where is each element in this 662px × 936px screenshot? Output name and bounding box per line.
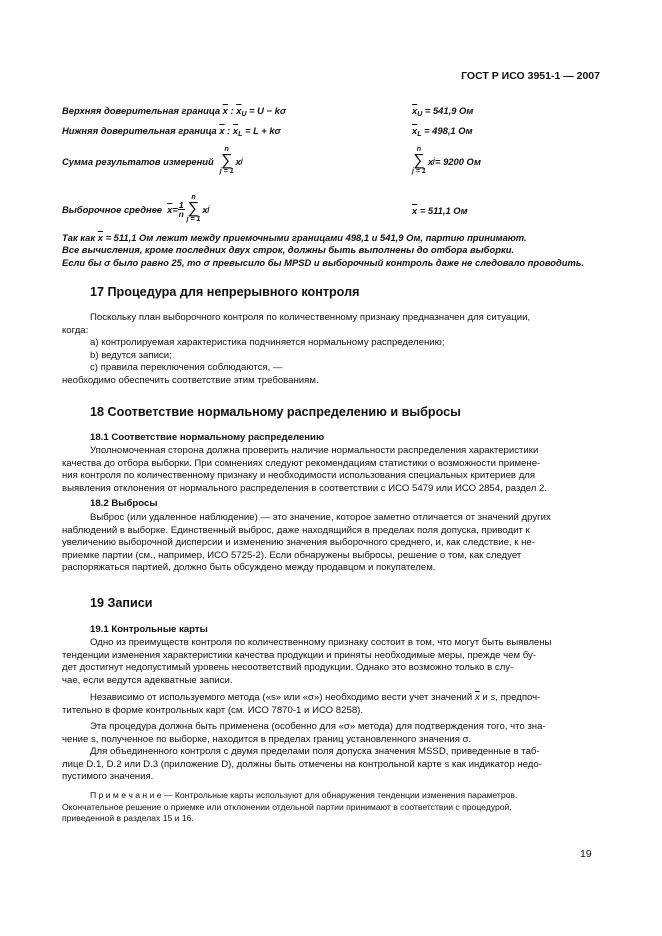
- subscript: j: [433, 157, 435, 165]
- sum-value: = 9200 Ом: [435, 155, 481, 167]
- paragraph-line: распоряжаться партией, должно быть обсуждено между продавцом и покупателем.: [62, 562, 436, 573]
- xbar-symbol: $\overline{x}$: [412, 205, 418, 216]
- mean-value: = 511,1 Ом: [417, 205, 468, 216]
- sum-lower-limit: j = 1: [219, 168, 234, 175]
- sum-upper-limit: n: [416, 146, 422, 153]
- mean-label: Выборочное среднее: [62, 203, 163, 215]
- xbar-symbol: $\overline{x}$: [236, 105, 242, 116]
- lower-limit-result: [412, 125, 473, 138]
- paragraph-procedure: [62, 721, 600, 746]
- sum-upper-limit: n: [224, 146, 229, 153]
- equals: =: [172, 203, 178, 215]
- note-line-2: Все вычисления, кроме последних двух строк, должны быть выполнены до отбора выборки.: [62, 244, 515, 256]
- lower-limit-text: Нижняя доверительная граница: [62, 125, 217, 136]
- text-run: , предпоч-: [495, 692, 541, 703]
- calc-notes: [62, 232, 584, 269]
- subscript: U: [241, 111, 247, 118]
- paragraph-line: Для объединенного контроля с двумя пределами поля допуска значения MSSD, приведенные в таб-: [90, 746, 540, 757]
- upper-limit-value: = 541,9 Ом: [422, 105, 474, 116]
- note-line: [62, 790, 600, 802]
- lower-limit-formula: = L + kσ: [242, 125, 281, 136]
- section-17-body: [62, 312, 600, 387]
- sum-symbol: n ∑ j = 1: [219, 146, 234, 175]
- subscript: j: [240, 157, 243, 165]
- upper-limit-formula: = U − kσ: [246, 105, 287, 116]
- note-block: [62, 790, 600, 825]
- paragraph-line: [62, 692, 600, 705]
- paragraph-line: приемке партии (см., например, ИСО 5725-2). Если обнаружены выбросы, решение о том, как следует: [62, 549, 522, 561]
- subsection-18-1-title: 18.1 Соответствие нормальному распределению: [90, 432, 325, 443]
- sum-term: x: [427, 155, 434, 167]
- text-run: Независимо от используемого метода («s» или «σ») необходимо вести учет значений: [90, 692, 473, 703]
- paragraph-line: тенденции изменения характеристики качества продукции и приняты необходимые меры, прежде чем бу-: [62, 649, 537, 661]
- sum-row: [62, 146, 243, 176]
- xbar-symbol: $\overline{x}$: [412, 105, 418, 116]
- note-line-1a: Так как: [62, 232, 96, 243]
- list-item: c) правила переключения соблюдаются, —: [90, 362, 283, 373]
- note-line: Окончательное решение о приемке или отклонении отдельной партии принимают в соответствии с процедурой,: [62, 801, 512, 812]
- subsection-18-2-body: [62, 512, 600, 575]
- paragraph-line: когда:: [62, 324, 89, 336]
- paragraph-line: ния контроля по количественному признаку и необходимости использования специальных критериев для: [62, 470, 536, 481]
- paragraph-line: чение s, полученное по выборке, находится в пределах границ установленного значения σ.: [62, 733, 472, 745]
- text-run: и: [482, 692, 488, 703]
- subscript: U: [417, 111, 423, 118]
- sum-label: Сумма результатов измерений: [62, 155, 214, 167]
- xbar-symbol: $\overline{x}$: [167, 203, 173, 215]
- sum-term: x: [202, 203, 208, 215]
- paragraph-line: лице D.1, D.2 или D.3 (приложение D), должны быть отмечены на контрольной карте s как индикатор недо-: [62, 758, 542, 770]
- upper-limit-text: Верхняя доверительная граница: [62, 105, 221, 116]
- subscript: j: [207, 205, 210, 213]
- paragraph-line: необходимо обеспечить соответствие этим требованиям.: [62, 374, 319, 386]
- note-line-1b: = 511,1 Ом лежит между приемочными границами 498,1 и 541,9 Ом, партию принимают.: [105, 232, 527, 243]
- paragraph-line: Одно из преимуществ контроля по количественному признаку состоит в том, что могут быть выявлены: [90, 637, 552, 648]
- standard-header: ГОСТ Р ИСО 3951-1 — 2007: [461, 70, 600, 82]
- xbar-symbol: $\overline{x}$: [219, 125, 225, 136]
- sum-upper-limit: n: [191, 194, 196, 201]
- paragraph-line: дет достигнут недопустимый уровень несоответствий продукции. Однако это возможно только в слу-: [62, 662, 514, 673]
- note-line: приведенной в разделах 15 и 16.: [62, 813, 194, 824]
- subsection-19-1-title: 19.1 Контрольные карты: [90, 624, 208, 635]
- mean-row: [62, 194, 210, 224]
- s-symbol: s: [490, 692, 496, 703]
- fraction-numerator: 1: [178, 199, 184, 210]
- paragraph-line: тительно в форме контрольных карт (см. ИСО 7870-1 и ИСО 8258).: [62, 704, 364, 716]
- paragraph-line: качества до отбора выборки. При сомнениях следуют рекомендациям статистики о возможности примене-: [62, 457, 541, 469]
- paragraph-records: [62, 692, 600, 717]
- fraction-denominator: n: [178, 208, 184, 219]
- xbar-symbol: $\overline{x}$: [232, 125, 239, 136]
- paragraph-line: Эта процедура должна быть применена (особенно для «σ» метода) для подтверждения того, что зна-: [90, 721, 546, 732]
- lower-limit-value: = 498,1 Ом: [421, 125, 473, 136]
- xbar-symbol: $\overline{x}$: [222, 105, 228, 116]
- lower-limit-label: [62, 125, 281, 138]
- note-line-1: [62, 232, 584, 244]
- xbar-symbol: $\overline{x}$: [474, 692, 480, 703]
- sum-term: x: [235, 155, 241, 167]
- paragraph-line: Поскольку план выборочного контроля по количественному признаку предназначен для ситуации,: [90, 312, 531, 323]
- paragraph-line: наблюдений в выборке. Единственный выброс, даже находящийся в пределах поля допуска, приводит к: [62, 524, 530, 536]
- sum-result: [412, 146, 481, 176]
- text-run: Контрольные карты используют для обнаружения тенденции изменения параметров.: [172, 790, 518, 800]
- note-line-3: Если бы σ было равно 25, то σ превысило бы MPSD и выборочный контроль даже не следовало проводить.: [62, 256, 585, 268]
- sum-symbol: n ∑ j = 1: [186, 194, 201, 223]
- paragraph-line: Уполномоченная сторона должна проверить наличие нормальности распределения характеристики: [90, 445, 539, 456]
- page-number: 19: [580, 848, 592, 860]
- xbar-symbol: $\overline{x}$: [97, 232, 103, 243]
- mean-result: [412, 205, 468, 216]
- subscript: L: [417, 131, 422, 138]
- fraction: [178, 201, 185, 218]
- sum-lower-limit: j = 1: [412, 168, 426, 175]
- sum-symbol: n ∑ j = 1: [412, 146, 426, 175]
- section-19-title: 19 Записи: [90, 596, 153, 610]
- upper-limit-result: [412, 105, 473, 118]
- subscript: L: [238, 131, 243, 138]
- subsection-18-2-title: 18.2 Выбросы: [90, 498, 158, 509]
- list-item: а) контролируемая характеристика подчиняется нормальному распределению;: [90, 337, 445, 348]
- subsection-19-1-body: [62, 637, 600, 687]
- subsection-18-1-body: [62, 445, 600, 495]
- xbar-symbol: $\overline{x}$: [412, 125, 418, 136]
- upper-limit-label: [62, 105, 286, 118]
- paragraph-line: чае, если ведутся адекватные записи.: [62, 674, 233, 686]
- paragraph-line: Выброс (или удаленное наблюдение) — это значение, которое заметно отличается от значений других: [90, 512, 551, 523]
- section-17-title: 17 Процедура для непрерывного контроля: [90, 285, 360, 299]
- note-lead: П р и м е ч а н и е —: [90, 790, 173, 800]
- section-18-title: 18 Соответствие нормальному распределению и выбросы: [90, 405, 461, 419]
- paragraph-line: выявления отклонения от нормального распределения в соответствии с ИСО 5479 или ИСО 2854, раздел 2.: [62, 482, 548, 494]
- sum-lower-limit: j = 1: [186, 216, 201, 223]
- paragraph-mssd: [62, 746, 600, 784]
- list-item: b) ведутся записи;: [90, 349, 172, 361]
- paragraph-line: увеличению выборочной дисперсии и изменению значения выборочного среднего, и, как следствие, к не-: [62, 537, 535, 548]
- paragraph-line: пустимого значения.: [62, 771, 154, 782]
- colon: :: [227, 105, 237, 116]
- colon: :: [224, 125, 233, 136]
